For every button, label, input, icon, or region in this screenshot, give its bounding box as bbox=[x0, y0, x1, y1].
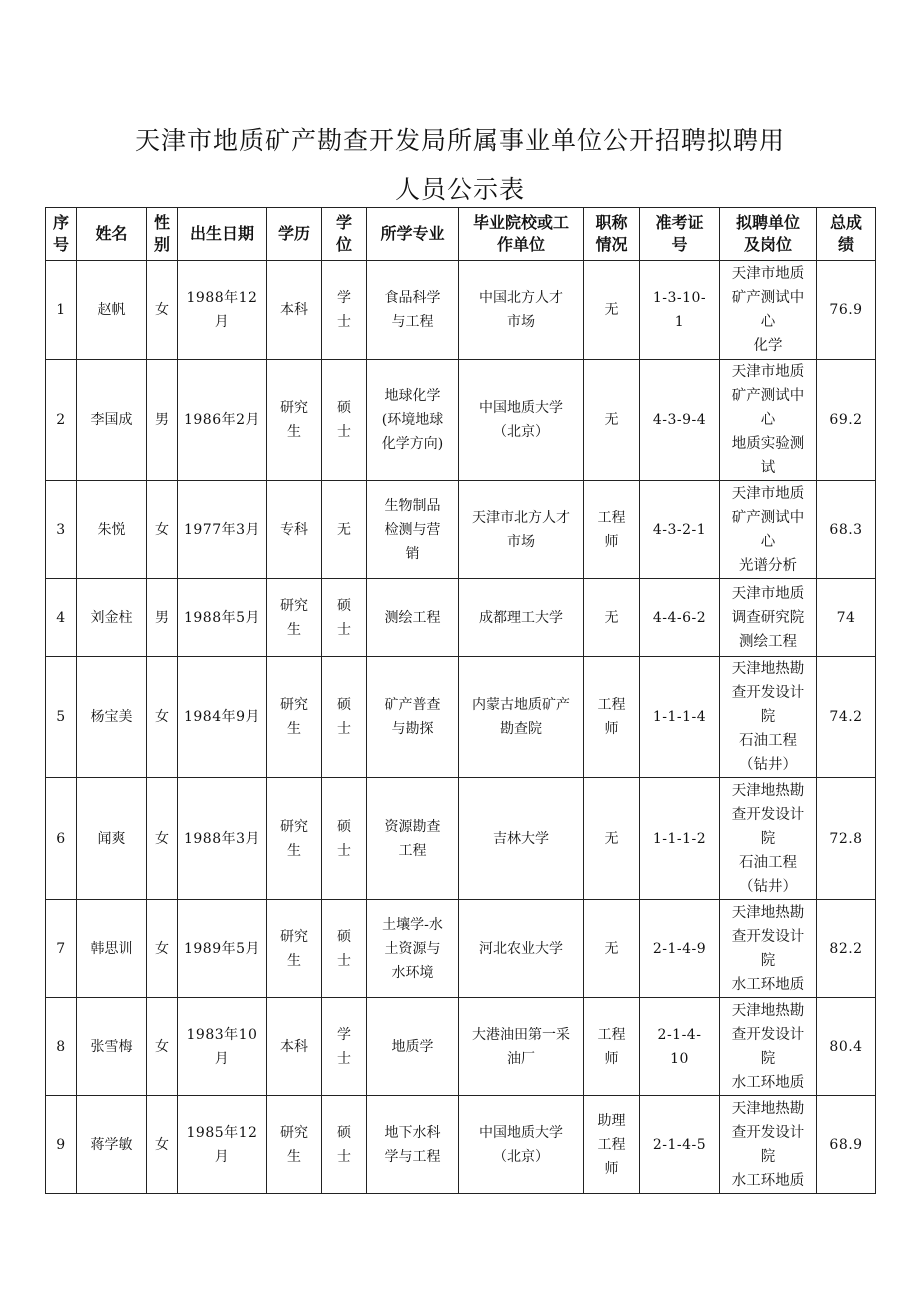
cell-title: 无 bbox=[584, 900, 640, 998]
cell-gender: 女 bbox=[147, 657, 178, 778]
cell-position: 天津地热勘 查开发设计 院 水工环地质 bbox=[720, 1096, 817, 1194]
cell-position: 天津地热勘 查开发设计 院 水工环地质 bbox=[720, 998, 817, 1096]
cell-position: 天津市地质 矿产测试中 心 化学 bbox=[720, 261, 817, 360]
cell-birthdate: 1988年5月 bbox=[178, 579, 267, 657]
header-title: 职称 情况 bbox=[584, 208, 640, 261]
cell-title: 无 bbox=[584, 261, 640, 360]
cell-name: 赵帆 bbox=[77, 261, 147, 360]
cell-score: 72.8 bbox=[817, 778, 876, 900]
table-row bbox=[46, 1096, 876, 1194]
cell-exam-id: 2-1-4-5 bbox=[640, 1096, 720, 1194]
cell-title: 无 bbox=[584, 579, 640, 657]
cell-name: 张雪梅 bbox=[77, 998, 147, 1096]
cell-degree: 硕 士 bbox=[322, 900, 367, 998]
cell-gender: 女 bbox=[147, 900, 178, 998]
table-row bbox=[46, 481, 876, 579]
header-school: 毕业院校或工 作单位 bbox=[459, 208, 584, 261]
cell-school: 成都理工大学 bbox=[459, 579, 584, 657]
cell-school: 中国地质大学 （北京） bbox=[459, 1096, 584, 1194]
header-score: 总成 绩 bbox=[817, 208, 876, 261]
cell-index: 5 bbox=[46, 657, 77, 778]
cell-position: 天津市地质 矿产测试中 心 光谱分析 bbox=[720, 481, 817, 579]
header-index: 序 号 bbox=[46, 208, 77, 261]
cell-index: 8 bbox=[46, 998, 77, 1096]
cell-school: 吉林大学 bbox=[459, 778, 584, 900]
cell-education: 专科 bbox=[267, 481, 322, 579]
cell-score: 68.9 bbox=[817, 1096, 876, 1194]
header-major: 所学专业 bbox=[367, 208, 459, 261]
cell-title: 工程 师 bbox=[584, 481, 640, 579]
document-title-line2: 人员公示表 bbox=[394, 175, 525, 204]
cell-birthdate: 1983年10 月 bbox=[178, 998, 267, 1096]
cell-major: 地球化学 (环境地球 化学方向) bbox=[367, 360, 459, 481]
cell-gender: 男 bbox=[147, 579, 178, 657]
cell-title: 助理 工程 师 bbox=[584, 1096, 640, 1194]
cell-score: 74.2 bbox=[817, 657, 876, 778]
cell-school: 河北农业大学 bbox=[459, 900, 584, 998]
table-body bbox=[46, 261, 876, 1194]
cell-birthdate: 1984年9月 bbox=[178, 657, 267, 778]
header-position: 拟聘单位 及岗位 bbox=[720, 208, 817, 261]
cell-major: 生物制品 检测与营 销 bbox=[367, 481, 459, 579]
table-header-row bbox=[46, 208, 876, 261]
cell-name: 刘金柱 bbox=[77, 579, 147, 657]
cell-education: 研究 生 bbox=[267, 360, 322, 481]
cell-title: 无 bbox=[584, 778, 640, 900]
cell-index: 1 bbox=[46, 261, 77, 360]
cell-score: 76.9 bbox=[817, 261, 876, 360]
cell-school: 中国地质大学 （北京） bbox=[459, 360, 584, 481]
header-education: 学历 bbox=[267, 208, 322, 261]
cell-exam-id: 4-4-6-2 bbox=[640, 579, 720, 657]
cell-major: 地下水科 学与工程 bbox=[367, 1096, 459, 1194]
header-exam-id: 准考证 号 bbox=[640, 208, 720, 261]
cell-index: 4 bbox=[46, 579, 77, 657]
recruitment-table bbox=[45, 207, 876, 1194]
cell-name: 蒋学敏 bbox=[77, 1096, 147, 1194]
cell-name: 杨宝美 bbox=[77, 657, 147, 778]
cell-birthdate: 1986年2月 bbox=[178, 360, 267, 481]
cell-major: 土壤学-水 土资源与 水环境 bbox=[367, 900, 459, 998]
cell-index: 6 bbox=[46, 778, 77, 900]
cell-gender: 女 bbox=[147, 1096, 178, 1194]
table-row bbox=[46, 360, 876, 481]
cell-position: 天津市地质 矿产测试中 心 地质实验测 试 bbox=[720, 360, 817, 481]
table-row bbox=[46, 657, 876, 778]
cell-index: 3 bbox=[46, 481, 77, 579]
cell-school: 大港油田第一采 油厂 bbox=[459, 998, 584, 1096]
cell-degree: 学 士 bbox=[322, 998, 367, 1096]
table-row bbox=[46, 998, 876, 1096]
cell-position: 天津地热勘 查开发设计 院 石油工程 （钻井） bbox=[720, 778, 817, 900]
cell-score: 74 bbox=[817, 579, 876, 657]
cell-gender: 女 bbox=[147, 778, 178, 900]
cell-name: 朱悦 bbox=[77, 481, 147, 579]
cell-name: 韩思训 bbox=[77, 900, 147, 998]
cell-degree: 硕 士 bbox=[322, 360, 367, 481]
cell-degree: 学 士 bbox=[322, 261, 367, 360]
cell-education: 本科 bbox=[267, 998, 322, 1096]
table-row bbox=[46, 579, 876, 657]
cell-score: 80.4 bbox=[817, 998, 876, 1096]
cell-exam-id: 1-3-10- 1 bbox=[640, 261, 720, 360]
cell-education: 研究 生 bbox=[267, 579, 322, 657]
cell-major: 矿产普查 与勘探 bbox=[367, 657, 459, 778]
cell-name: 李国成 bbox=[77, 360, 147, 481]
cell-exam-id: 1-1-1-4 bbox=[640, 657, 720, 778]
cell-birthdate: 1977年3月 bbox=[178, 481, 267, 579]
cell-major: 资源勘查 工程 bbox=[367, 778, 459, 900]
cell-position: 天津地热勘 查开发设计 院 水工环地质 bbox=[720, 900, 817, 998]
cell-major: 食品科学 与工程 bbox=[367, 261, 459, 360]
cell-degree: 硕 士 bbox=[322, 778, 367, 900]
cell-degree: 硕 士 bbox=[322, 657, 367, 778]
cell-exam-id: 4-3-9-4 bbox=[640, 360, 720, 481]
cell-index: 9 bbox=[46, 1096, 77, 1194]
cell-birthdate: 1988年3月 bbox=[178, 778, 267, 900]
cell-name: 闻爽 bbox=[77, 778, 147, 900]
cell-education: 研究 生 bbox=[267, 900, 322, 998]
cell-exam-id: 2-1-4-9 bbox=[640, 900, 720, 998]
cell-position: 天津市地质 调查研究院 测绘工程 bbox=[720, 579, 817, 657]
cell-gender: 女 bbox=[147, 481, 178, 579]
cell-school: 中国北方人才 市场 bbox=[459, 261, 584, 360]
cell-education: 研究 生 bbox=[267, 778, 322, 900]
cell-degree: 硕 士 bbox=[322, 579, 367, 657]
cell-exam-id: 2-1-4- 10 bbox=[640, 998, 720, 1096]
cell-birthdate: 1989年5月 bbox=[178, 900, 267, 998]
cell-education: 本科 bbox=[267, 261, 322, 360]
table-row bbox=[46, 261, 876, 360]
cell-gender: 女 bbox=[147, 998, 178, 1096]
cell-position: 天津地热勘 查开发设计 院 石油工程 （钻井） bbox=[720, 657, 817, 778]
header-birthdate: 出生日期 bbox=[178, 208, 267, 261]
cell-school: 内蒙古地质矿产 勘查院 bbox=[459, 657, 584, 778]
cell-exam-id: 4-3-2-1 bbox=[640, 481, 720, 579]
cell-index: 2 bbox=[46, 360, 77, 481]
table-row bbox=[46, 778, 876, 900]
cell-score: 68.3 bbox=[817, 481, 876, 579]
cell-major: 地质学 bbox=[367, 998, 459, 1096]
cell-score: 82.2 bbox=[817, 900, 876, 998]
cell-education: 研究 生 bbox=[267, 1096, 322, 1194]
cell-score: 69.2 bbox=[817, 360, 876, 481]
cell-education: 研究 生 bbox=[267, 657, 322, 778]
header-degree: 学 位 bbox=[322, 208, 367, 261]
cell-degree: 硕 士 bbox=[322, 1096, 367, 1194]
cell-title: 工程 师 bbox=[584, 657, 640, 778]
cell-school: 天津市北方人才 市场 bbox=[459, 481, 584, 579]
cell-degree: 无 bbox=[322, 481, 367, 579]
cell-index: 7 bbox=[46, 900, 77, 998]
cell-exam-id: 1-1-1-2 bbox=[640, 778, 720, 900]
header-name: 姓名 bbox=[77, 208, 147, 261]
cell-title: 工程 师 bbox=[584, 998, 640, 1096]
cell-gender: 女 bbox=[147, 261, 178, 360]
cell-birthdate: 1985年12 月 bbox=[178, 1096, 267, 1194]
cell-title: 无 bbox=[584, 360, 640, 481]
header-gender: 性 别 bbox=[147, 208, 178, 261]
cell-birthdate: 1988年12 月 bbox=[178, 261, 267, 360]
cell-major: 测绘工程 bbox=[367, 579, 459, 657]
document-title-line1: 天津市地质矿产勘查开发局所属事业单位公开招聘拟聘用 bbox=[134, 126, 785, 155]
table-row bbox=[46, 900, 876, 998]
cell-gender: 男 bbox=[147, 360, 178, 481]
